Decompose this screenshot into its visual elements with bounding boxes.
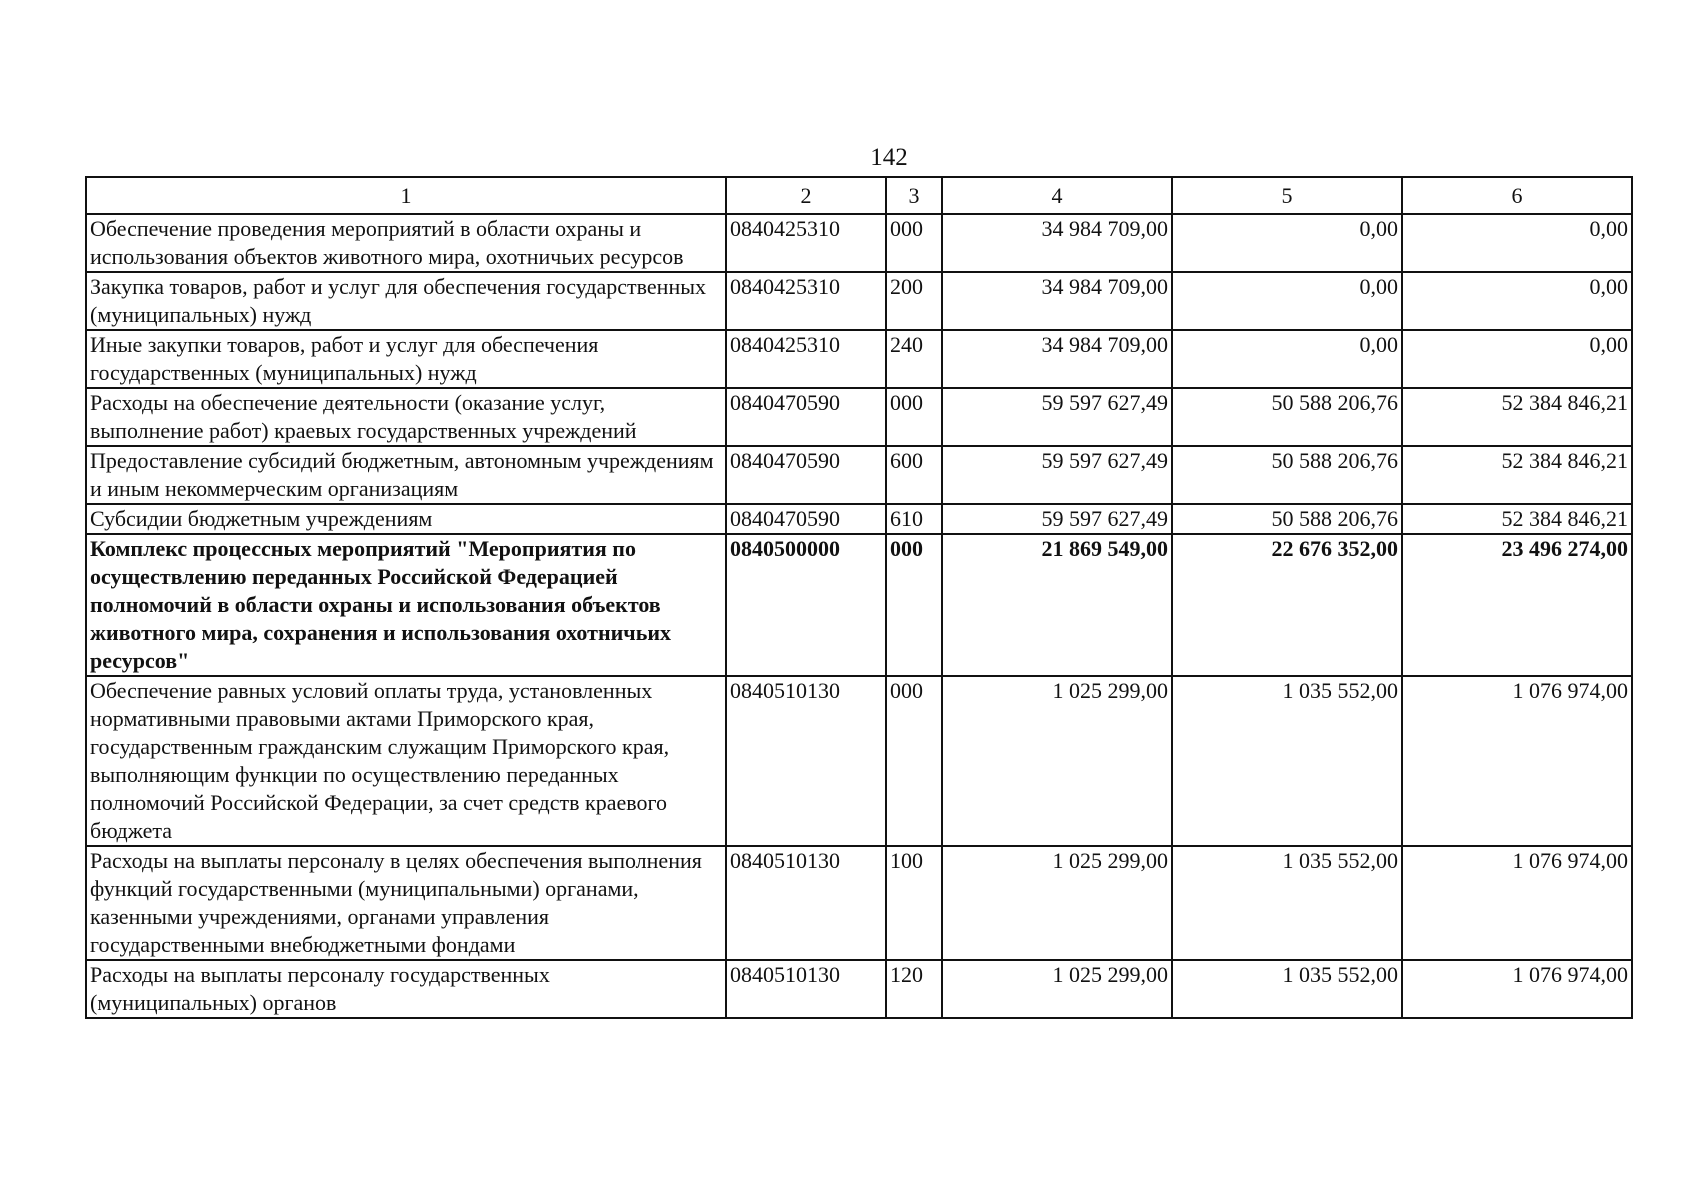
table-row: [86, 272, 1632, 330]
table-row: [86, 504, 1632, 534]
row-expense-type-cell: 600: [886, 446, 942, 504]
row-amount-col-6: 1 076 974,00: [1402, 676, 1632, 846]
row-name-cell: Иные закупки товаров, работ и услуг для обеспечения государственных (муниципальных) нужд: [86, 330, 726, 388]
table-row: [86, 676, 1632, 846]
table-row: [86, 534, 1632, 676]
row-amount-col-6: 0,00: [1402, 214, 1632, 272]
row-name-cell: Закупка товаров, работ и услуг для обеспечения государственных (муниципальных) нужд: [86, 272, 726, 330]
row-expense-type-cell: 000: [886, 388, 942, 446]
row-amount-col-6: 0,00: [1402, 330, 1632, 388]
header-col-6: 6: [1402, 177, 1632, 214]
row-expense-type-cell: 000: [886, 676, 942, 846]
row-code-cell: 0840500000: [726, 534, 886, 676]
row-amount-col-6: 1 076 974,00: [1402, 960, 1632, 1018]
row-amount-col-4: 34 984 709,00: [942, 214, 1172, 272]
row-amount-col-6: 0,00: [1402, 272, 1632, 330]
row-amount-col-5: 0,00: [1172, 272, 1402, 330]
row-expense-type-cell: 100: [886, 846, 942, 960]
row-code-cell: 0840425310: [726, 272, 886, 330]
row-amount-col-6: 52 384 846,21: [1402, 504, 1632, 534]
page-number: 142: [870, 144, 908, 171]
row-expense-type-cell: 200: [886, 272, 942, 330]
row-amount-col-4: 1 025 299,00: [942, 960, 1172, 1018]
header-col-1: 1: [86, 177, 726, 214]
row-name-cell: Расходы на выплаты персоналу государственных (муниципальных) органов: [86, 960, 726, 1018]
header-col-2: 2: [726, 177, 886, 214]
row-amount-col-4: 59 597 627,49: [942, 388, 1172, 446]
table-row: [86, 446, 1632, 504]
row-amount-col-5: 50 588 206,76: [1172, 388, 1402, 446]
row-amount-col-5: 0,00: [1172, 330, 1402, 388]
row-amount-col-4: 59 597 627,49: [942, 446, 1172, 504]
row-expense-type-cell: 120: [886, 960, 942, 1018]
header-col-5: 5: [1172, 177, 1402, 214]
row-amount-col-5: 1 035 552,00: [1172, 676, 1402, 846]
row-name-cell: Обеспечение равных условий оплаты труда, установленных нормативными правовыми актами Приморского края, государственным гражданским служащим Приморского края, выполняющим функции по осуществлению переданных полномочий Российской Федерации, за счет средств краевого бюджета: [86, 676, 726, 846]
table-header: [86, 177, 1632, 214]
row-expense-type-cell: 000: [886, 214, 942, 272]
row-amount-col-5: 50 588 206,76: [1172, 504, 1402, 534]
row-amount-col-6: 52 384 846,21: [1402, 446, 1632, 504]
table-row: [86, 846, 1632, 960]
row-name-cell: Предоставление субсидий бюджетным, автономным учреждениям и иным некоммерческим организациям: [86, 446, 726, 504]
row-amount-col-4: 59 597 627,49: [942, 504, 1172, 534]
row-name-cell: Субсидии бюджетным учреждениям: [86, 504, 726, 534]
row-code-cell: 0840470590: [726, 504, 886, 534]
table-row: [86, 388, 1632, 446]
row-expense-type-cell: 240: [886, 330, 942, 388]
header-row: [86, 177, 1632, 214]
row-amount-col-4: 34 984 709,00: [942, 272, 1172, 330]
row-amount-col-6: 52 384 846,21: [1402, 388, 1632, 446]
row-code-cell: 0840425310: [726, 214, 886, 272]
row-name-cell: Комплекс процессных мероприятий "Мероприятия по осуществлению переданных Российской Федерацией полномочий в области охраны и использования объектов животного мира, сохранения и использования охотничьих ресурсов": [86, 534, 726, 676]
header-col-3: 3: [886, 177, 942, 214]
row-expense-type-cell: 610: [886, 504, 942, 534]
table-row: [86, 214, 1632, 272]
row-amount-col-6: 23 496 274,00: [1402, 534, 1632, 676]
header-col-4: 4: [942, 177, 1172, 214]
table-body: [86, 214, 1632, 1018]
row-code-cell: 0840470590: [726, 446, 886, 504]
row-code-cell: 0840510130: [726, 960, 886, 1018]
table-row: [86, 330, 1632, 388]
row-amount-col-4: 34 984 709,00: [942, 330, 1172, 388]
row-amount-col-5: 1 035 552,00: [1172, 846, 1402, 960]
row-amount-col-5: 0,00: [1172, 214, 1402, 272]
row-code-cell: 0840510130: [726, 846, 886, 960]
row-amount-col-4: 1 025 299,00: [942, 846, 1172, 960]
row-code-cell: 0840425310: [726, 330, 886, 388]
row-name-cell: Расходы на выплаты персоналу в целях обеспечения выполнения функций государственными (муниципальными) органами, казенными учреждениями, органами управления государственными внебюджетными фондами: [86, 846, 726, 960]
row-name-cell: Обеспечение проведения мероприятий в области охраны и использования объектов животного мира, охотничьих ресурсов: [86, 214, 726, 272]
budget-table: [85, 176, 1633, 1019]
row-expense-type-cell: 000: [886, 534, 942, 676]
row-amount-col-5: 22 676 352,00: [1172, 534, 1402, 676]
row-amount-col-6: 1 076 974,00: [1402, 846, 1632, 960]
row-amount-col-5: 1 035 552,00: [1172, 960, 1402, 1018]
row-amount-col-4: 1 025 299,00: [942, 676, 1172, 846]
row-code-cell: 0840510130: [726, 676, 886, 846]
row-code-cell: 0840470590: [726, 388, 886, 446]
row-name-cell: Расходы на обеспечение деятельности (оказание услуг, выполнение работ) краевых государственных учреждений: [86, 388, 726, 446]
table-row: [86, 960, 1632, 1018]
row-amount-col-5: 50 588 206,76: [1172, 446, 1402, 504]
row-amount-col-4: 21 869 549,00: [942, 534, 1172, 676]
